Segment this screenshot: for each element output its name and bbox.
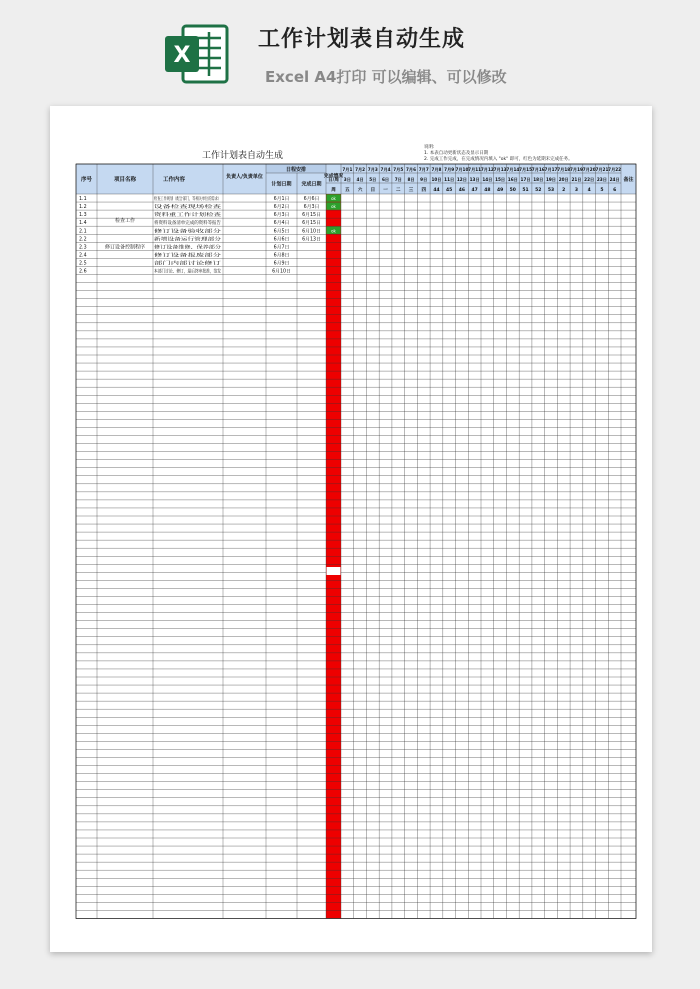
col-header-remarks: 备注 <box>623 177 634 183</box>
notes-line-2: 2. 完成工作完成，在完成情况内填入 "ok" 即可，红色为延期未完成任务。 <box>424 157 573 162</box>
date-header-month: 7月13 <box>493 167 507 172</box>
row-content: 将资料设备清单完成的资料等报告 <box>154 221 223 227</box>
date-header-day: 19日 <box>545 177 557 182</box>
week-label: 4 <box>587 188 591 193</box>
date-header-day: 15日 <box>495 177 506 182</box>
date-header-day: 20日 <box>558 177 569 182</box>
week-label: 50 <box>509 188 516 193</box>
col-header-seq: 序号 <box>80 177 93 183</box>
date-header-day: 23日 <box>596 177 607 182</box>
row-done-date: 6月15日 <box>302 221 321 227</box>
date-header-month: 7月3 <box>367 167 378 172</box>
page-title: 工作计划表自动生成 <box>258 27 466 52</box>
week-label: 日 <box>370 188 376 193</box>
date-header-month: 7月8 <box>431 167 442 172</box>
date-header-day: 18日 <box>533 177 544 182</box>
status-ok-label: ok <box>331 204 336 210</box>
row-seq: 1.4 <box>79 221 87 227</box>
date-header-day: 8日 <box>407 177 415 182</box>
week-label: 六 <box>357 188 363 193</box>
date-header-month: 7月2 <box>355 167 366 172</box>
date-header-day: 13日 <box>469 177 480 182</box>
row-seq: 2.6 <box>79 269 87 275</box>
col-header-schedule: 日程安排 <box>285 167 307 173</box>
date-header-month: 7月1 <box>342 167 353 172</box>
row-seq: 2.5 <box>79 261 87 267</box>
date-header-month: 7月22 <box>608 167 622 172</box>
date-header-day: 21日 <box>571 177 582 182</box>
date-header-month: 7月17 <box>544 167 558 172</box>
row-project: 检查工作 <box>114 218 136 225</box>
col-header-plan-date: 计划日期 <box>271 181 292 188</box>
date-header-month: 7月15 <box>519 167 533 172</box>
week-label: 一 <box>383 188 388 193</box>
row-seq: 1.3 <box>79 213 87 219</box>
row-seq: 2.2 <box>79 237 87 243</box>
date-header-day: 14日 <box>482 177 493 182</box>
date-header-month: 7月5 <box>393 167 404 172</box>
week-label: 三 <box>408 188 414 193</box>
row-plan-date: 6月8日 <box>273 253 290 259</box>
row-plan-date: 6月10日 <box>272 269 291 275</box>
row-content: 新增设备运行管理部分 <box>154 237 200 243</box>
week-label: 52 <box>535 188 542 193</box>
sheet-title: 工作计划表自动生成 <box>202 151 284 161</box>
date-header-month: 7月12 <box>480 167 494 172</box>
status-gap <box>327 567 341 575</box>
date-header-day: 6日 <box>381 177 390 182</box>
row-plan-date: 6月1日 <box>273 197 290 203</box>
date-header-month: 7月11 <box>468 167 482 172</box>
grid-border <box>76 164 636 919</box>
date-header-month: 7月18 <box>557 167 571 172</box>
page-subtitle: Excel A4打印 可以编辑、可以修改 <box>265 68 507 86</box>
date-header-month: 7月9 <box>444 167 455 172</box>
row-plan-date: 6月9日 <box>273 261 290 267</box>
row-plan-date: 6月3日 <box>273 213 290 219</box>
date-header-day: 12日 <box>456 177 467 182</box>
date-header-day: 9日 <box>420 177 428 182</box>
row-plan-date: 6月2日 <box>273 205 290 211</box>
date-header-day: 22日 <box>584 177 595 182</box>
week-label: 49 <box>496 188 504 193</box>
week-label: 3 <box>574 188 579 193</box>
row-seq: 2.1 <box>79 229 87 235</box>
col-header-status: 完成情况 <box>323 174 344 179</box>
date-header-month: 7月10 <box>455 167 469 172</box>
row-done-date: 6月6日 <box>303 197 320 203</box>
row-seq: 1.1 <box>79 197 87 203</box>
date-header-day: 5日 <box>369 177 377 182</box>
row-label-day: 日/周 <box>328 178 339 183</box>
week-label: 51 <box>522 188 529 193</box>
row-seq: 2.4 <box>79 253 87 259</box>
date-header-month: 7月6 <box>405 167 417 172</box>
col-header-project: 项目名称 <box>113 177 137 183</box>
col-header-done-date: 完成日期 <box>301 181 322 188</box>
date-header-month: 7月21 <box>595 167 609 172</box>
week-label: 6 <box>613 188 617 193</box>
notes-label: 说明: <box>424 145 435 150</box>
row-done-date: 6月3日 <box>303 205 320 211</box>
row-plan-date: 6月4日 <box>273 221 290 227</box>
row-seq: 1.2 <box>79 205 87 211</box>
week-label: 45 <box>446 188 453 193</box>
row-content: 本部门讨论、修订，最后终审批准，签发 <box>154 269 237 275</box>
row-content: 资料重工作计划检查 <box>154 213 196 219</box>
week-label: 53 <box>547 188 555 193</box>
row-plan-date: 6月7日 <box>273 245 290 251</box>
date-header-day: 10日 <box>431 177 442 182</box>
row-content: 修订设备维修、保养部分 <box>154 245 205 251</box>
week-label: 44 <box>433 188 440 193</box>
row-content: 修订设备报废部分 <box>154 253 191 259</box>
row-seq: 2.3 <box>79 245 87 251</box>
row-content: 检查工作规划（配合部门，等相关单位的需求） <box>154 197 251 203</box>
week-label: 46 <box>458 188 466 193</box>
row-content: 部门内部讨论修订 <box>154 261 191 267</box>
row-plan-date: 6月5日 <box>273 229 290 235</box>
notes-line-1: 1. 本表自动更新状态及显示日期 <box>424 151 489 156</box>
date-header-month: 7月4 <box>380 167 391 172</box>
date-header-month: 7月19 <box>569 167 583 172</box>
date-header-day: 7日 <box>394 177 402 182</box>
row-label-week: 周 <box>331 188 336 193</box>
week-label: 二 <box>396 188 401 193</box>
row-plan-date: 6月6日 <box>273 237 290 243</box>
row-done-date: 6月13日 <box>302 237 321 243</box>
row-project: 修订设备控制程序 <box>104 244 146 251</box>
date-header-day: 24日 <box>609 177 620 182</box>
week-label: 五 <box>345 188 350 193</box>
week-label: 48 <box>484 188 491 193</box>
week-label: 47 <box>471 188 478 193</box>
col-header-content: 工作内容 <box>162 177 186 183</box>
date-header-month: 7月16 <box>531 167 545 172</box>
date-header-day: 17日 <box>520 177 531 182</box>
date-header-day: 11日 <box>444 177 455 182</box>
logo-letter: X <box>173 43 191 68</box>
date-header-day: 4日 <box>356 177 364 182</box>
row-content: 设备检查现场检查 <box>154 205 191 211</box>
week-label: 2 <box>562 188 566 193</box>
status-ok-label: ok <box>331 196 336 202</box>
date-header-day: 3日 <box>343 177 351 182</box>
date-header-day: 16日 <box>507 177 518 182</box>
date-header-month: 7月14 <box>506 167 520 172</box>
week-label: 四 <box>421 188 426 193</box>
row-done-date: 6月15日 <box>302 213 321 219</box>
date-header-month: 7月7 <box>418 167 429 172</box>
week-label: 5 <box>600 188 604 193</box>
date-header-month: 7月20 <box>582 167 596 172</box>
row-content: 修订设备验收部分 <box>154 229 191 235</box>
status-ok-label: ok <box>331 228 336 234</box>
row-done-date: 6月10日 <box>302 229 321 235</box>
col-header-owner: 负责人/负责单位 <box>226 174 263 180</box>
